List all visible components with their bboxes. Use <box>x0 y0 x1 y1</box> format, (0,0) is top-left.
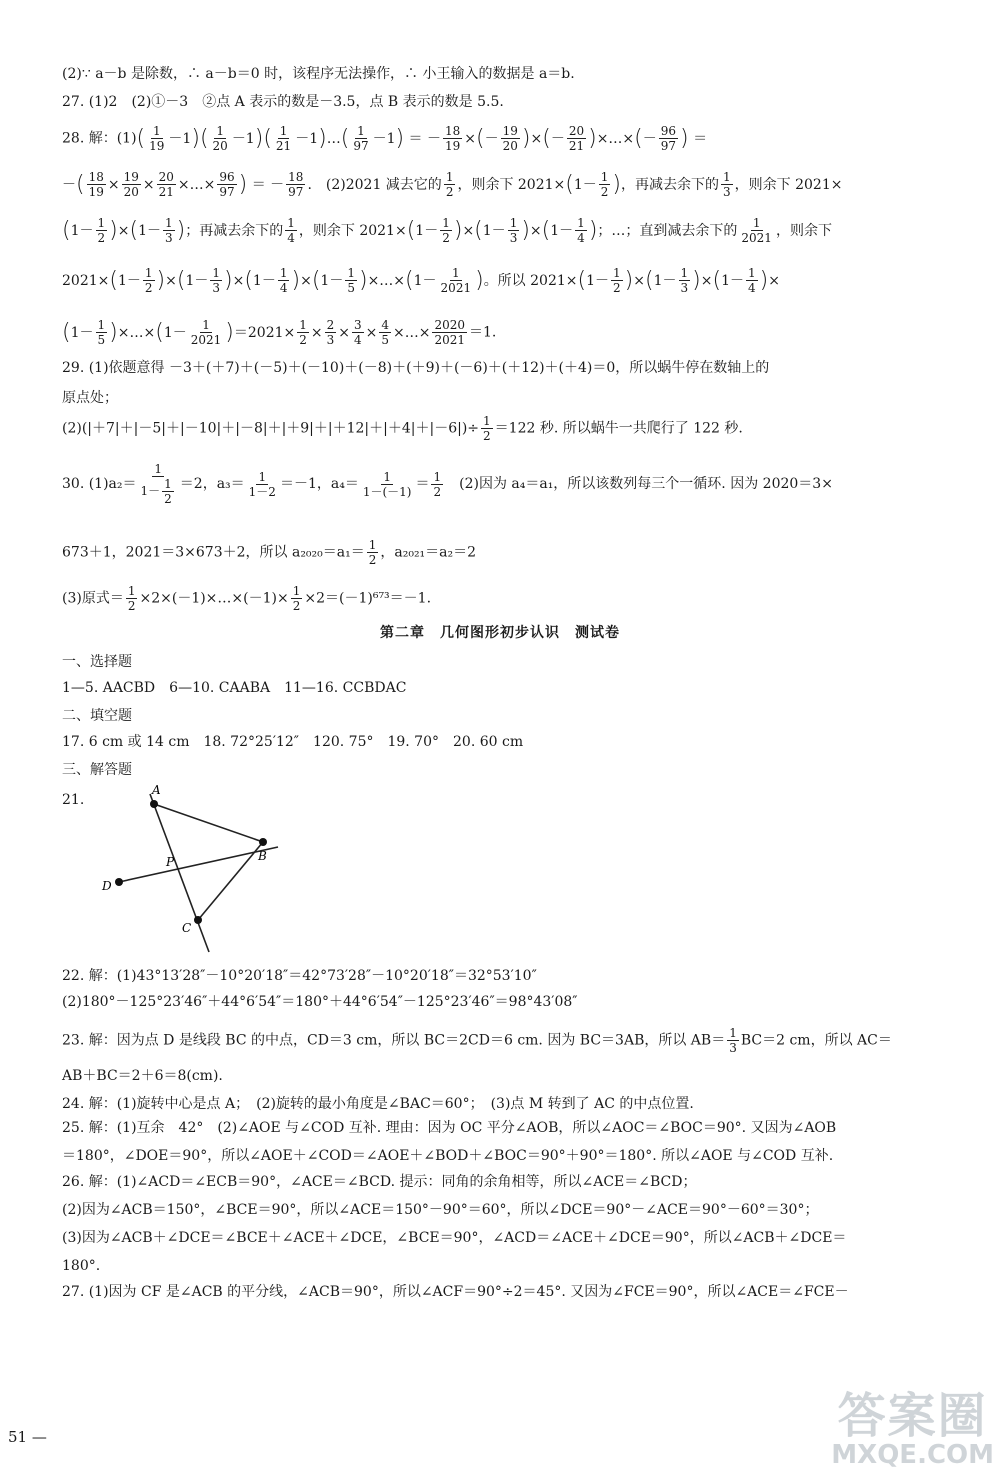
fraction: $\frac{1}{3}$ <box>680 266 689 295</box>
section-fill: 二、填空题 <box>62 708 132 724</box>
fraction: $\frac{1}{19}$ <box>149 124 165 153</box>
section-choice: 一、选择题 <box>62 654 132 670</box>
answers-choice: 1—5. AACBD 6—10. CAABA 11—16. CCBDAC <box>62 680 407 696</box>
fraction: $\frac{96}{97}$ <box>219 170 235 199</box>
fraction: $\frac{1}{3}$ <box>165 216 173 245</box>
point-d <box>115 878 123 886</box>
fraction: $\frac{1}{4}$ <box>577 216 585 245</box>
fraction: $\frac{19}{20}$ <box>502 124 518 153</box>
answer-line-26-2: (2)∵ a－b 是除数，∴ a－b＝0 时，该程序无法操作，∴ 小王输入的数据是 a＝b. <box>62 66 575 82</box>
answer-26-3: (3)因为∠ACB＋∠DCE＝∠BCE＋∠ACE＋∠DCE，∠BCE＝90°，∠ACD＝∠ACE＋∠DCE＝90°，所以∠ACB＋∠DCE＝ <box>62 1230 847 1246</box>
answer-26-4: 180°. <box>62 1258 101 1274</box>
page-number: 51 — <box>8 1428 47 1446</box>
answer-27-1: 27. (1)因为 CF 是∠ACB 的平分线，∠ACB＝90°，所以∠ACF＝90°÷2＝45°. 又因为∠FCE＝90°，所以∠ACE＝∠FCE－ <box>62 1284 849 1300</box>
fraction: $\frac{3}{4}$ <box>353 318 362 347</box>
answer-line-30-1: 30. (1)a₂＝ 1 1－ $\frac{1}{2}$ ＝2，a₃＝ $\frac{1}{1-2}$ ＝－1，a₄＝ $\frac{1}{1-(-1)}$ ＝ $\frac{1}{2}$ (2)因为 a₄＝a₁，所以该数列每三个一循环. 因为 2020＝3× <box>62 462 833 506</box>
answer-23-1: 23. 解：因为点 D 是线段 BC 的中点，CD＝3 cm，所以 BC＝2CD＝6 cm. 因为 BC＝3AB，所以 AB＝ $\frac{1}{3}$ BC＝2 cm，所以 AC＝ <box>62 1026 892 1055</box>
fraction: $\frac{1}{2}$ <box>445 170 454 199</box>
ray-db <box>119 847 278 882</box>
answer-24: 24. 解：(1)旋转中心是点 A； (2)旋转的最小角度是∠BAC＝60°； (3)点 M 转到了 AC 的中点位置. <box>62 1096 694 1112</box>
answer-line-27: 27. (1)2 (2)①－3 ②点 A 表示的数是－3.5，点 B 表示的数是 5.5. <box>62 94 504 110</box>
answer-23-2: AB＋BC＝2＋6＝8(cm). <box>62 1068 223 1084</box>
fraction: $\frac{1}{2}$ <box>442 216 450 245</box>
answer-line-28-d: 2021×(1－ $\frac{1}{2}$ )×(1－ $\frac{1}{3}$ )×(1－ $\frac{1}{4}$ )×(1－ $\frac{1}{5}$ )×…×(1－ $\frac{1}{2021}$ )。所以 2021×(1－ $\frac{1}{2}$ )×(1－ $\frac{1}{3}$ )×(1－ $\frac{1}{4}$ )× <box>62 266 780 295</box>
answer-line-30-3: (3)原式＝ $\frac{1}{2}$ ×2×(－1)×…×(－1)× $\frac{1}{2}$ ×2＝(－1)⁶⁷³＝－1. <box>62 584 432 613</box>
fraction: $\frac{1}{3}$ <box>509 216 518 245</box>
answer-22-1: 22. 解：(1)43°13′28″－10°20′18″＝42°73′28″－10°20′18″＝32°53′10″ <box>62 968 537 984</box>
chapter-title: 第二章 几何图形初步认识 测试卷 <box>380 625 620 641</box>
fraction: $\frac{1}{4}$ <box>747 266 756 295</box>
fraction: $\frac{1}{2021}$ <box>190 318 222 347</box>
fraction: $\frac{18}{97}$ <box>288 170 304 199</box>
fraction: $\frac{1}{2}$ <box>600 170 609 199</box>
answers-fill: 17. 6 cm 或 14 cm 18. 72°25′12″ 120. 75° 19. 70° 20. 60 cm <box>62 734 524 750</box>
fraction: $\frac{1}{2}$ <box>613 266 621 295</box>
answer-line-29-2: (2)(|＋7|＋|－5|＋|－10|＋|－8|＋|＋9|＋|＋12|＋|＋4|＋|－6|)÷ $\frac{1}{2}$ ＝122 秒. 所以蜗牛一共爬行了 122 秒. <box>62 414 743 443</box>
fraction: $\frac{18}{19}$ <box>88 170 104 199</box>
segment-bc <box>198 842 263 920</box>
fraction: $\frac{1}{97}$ <box>353 124 369 153</box>
watermark <box>831 1388 994 1470</box>
segment-ab <box>154 804 263 842</box>
fraction: $\frac{1}{4}$ <box>279 266 288 295</box>
section-solve: 三、解答题 <box>62 762 132 778</box>
answer-line-28-b: －( $\frac{18}{19}$ × $\frac{19}{20}$ × $\frac{20}{21}$ ×…× $\frac{96}{97}$ ) ＝ － $\frac{18}{97}$ . (2)2021 减去它的 $\frac{1}{2}$ ，则余下 2021×(1－ $\frac{1}{2}$ )，再减去余下的 $\frac{1}{3}$ ，则余下 2021× <box>62 170 843 199</box>
fraction: $\frac{20}{21}$ <box>158 170 174 199</box>
geometry-figure <box>88 776 288 956</box>
point-b <box>259 838 267 846</box>
answer-26-1: 26. 解：(1)∠ACD＝∠ECB＝90°，∠ACE＝∠BCD. 提示：同角的余角相等，所以∠ACE＝∠BCD； <box>62 1174 697 1190</box>
answer-line-29-1: 29. (1)依题意得 －3＋(＋7)＋(－5)＋(－10)＋(－8)＋(＋9)＋(－6)＋(＋12)＋(＋4)＝0，所以蜗牛停在数轴上的 <box>62 360 770 376</box>
fraction: $\frac{96}{97}$ <box>660 124 677 153</box>
point-a <box>150 800 158 808</box>
fraction: $\frac{19}{20}$ <box>123 170 139 199</box>
watermark-logo: 答案圈 <box>837 1388 988 1444</box>
fraction: $\frac{1}{5}$ <box>97 318 106 347</box>
answer-line-28-e: (1－ $\frac{1}{5}$ )×…×(1－ $\frac{1}{2021}$ )＝2021× $\frac{1}{2}$ × $\frac{2}{3}$ × $\frac{3}{4}$ × $\frac{4}{5}$ ×…× $\frac{2020}{2021}$ ＝1. <box>62 318 497 347</box>
fraction: $\frac{4}{5}$ <box>381 318 389 347</box>
fraction: $\frac{1}{3}$ <box>723 170 731 199</box>
fraction: $\frac{1}{3}$ <box>212 266 220 295</box>
fraction: $\frac{1}{2}$ <box>483 414 491 443</box>
fraction: $\frac{1}{2021}$ <box>741 216 772 245</box>
answer-25-2: ＝180°，∠DOE＝90°，所以∠AOE＋∠COD＝∠AOE＋∠BOD＋∠BOC＝90°＋90°＝180°. 所以∠AOE 与∠COD 互补. <box>62 1148 834 1164</box>
answer-line-30-2: 673＋1，2021＝3×673＋2，所以 a₂₀₂₀＝a₁＝ $\frac{1}{2}$ ，a₂₀₂₁＝a₂＝2 <box>62 538 477 567</box>
fraction: $\frac{18}{19}$ <box>445 124 461 153</box>
label-p: P <box>166 855 175 869</box>
answer-line-28-c: (1－ $\frac{1}{2}$ )×(1－ $\frac{1}{3}$ )；再减去余下的 $\frac{1}{4}$ ，则余下 2021×(1－ $\frac{1}{2}$ )×(1－ $\frac{1}{3}$ )×(1－ $\frac{1}{4}$ )；…；直到减去余下的 $\frac{1}{2021}$ ，则余下 <box>62 216 832 245</box>
answer-line-28-a: 28. 解：(1)( $\frac{1}{19}$ －1)( $\frac{1}{20}$ －1)( $\frac{1}{21}$ －1)…( $\frac{1}{97}$ －1) ＝ － $\frac{18}{19}$ ×(－ $\frac{19}{20}$ )×(－ $\frac{20}{21}$ )×…×(－ $\frac{96}{97}$ ) ＝ <box>62 124 708 153</box>
fraction: $\frac{1}{2}$ <box>97 216 106 245</box>
label-d: D <box>102 879 112 893</box>
fraction: $\frac{20}{21}$ <box>568 124 585 153</box>
watermark-url: MXQE.COM <box>831 1440 994 1470</box>
fraction: $\frac{1}{2}$ <box>299 318 307 347</box>
fraction: 1 1－ $\frac{1}{2}$ <box>140 462 172 506</box>
q21-number: 21. <box>62 792 85 808</box>
fraction: $\frac{2}{3}$ <box>326 318 335 347</box>
fraction: $\frac{2020}{2021}$ <box>434 318 466 347</box>
answer-line-29-1b: 原点处； <box>62 390 118 406</box>
answer-22-2: (2)180°－125°23′46″＋44°6′54″＝180°＋44°6′54″－125°23′46″＝98°43′08″ <box>62 994 578 1010</box>
fraction: $\frac{1}{21}$ <box>275 124 292 153</box>
point-c <box>194 916 202 924</box>
label-b: B <box>258 849 267 863</box>
label-a: A <box>152 783 161 797</box>
fraction: $\frac{1}{20}$ <box>212 124 228 153</box>
fraction: $\frac{1}{5}$ <box>347 266 355 295</box>
answer-25-1: 25. 解：(1)互余 42° (2)∠AOE 与∠COD 互补. 理由：因为 OC 平分∠AOB，所以∠AOC＝∠BOC＝90°. 又因为∠AOB <box>62 1120 837 1136</box>
fraction: $\frac{1}{2021}$ <box>440 266 472 295</box>
label-c: C <box>182 921 192 935</box>
answer-26-2: (2)因为∠ACB＝150°，∠BCE＝90°，所以∠ACE＝150°－90°＝60°，所以∠DCE＝90°－∠ACE＝90°－60°＝30°； <box>62 1202 819 1218</box>
fraction: $\frac{1}{4}$ <box>287 216 295 245</box>
fraction: $\frac{1}{2}$ <box>144 266 153 295</box>
